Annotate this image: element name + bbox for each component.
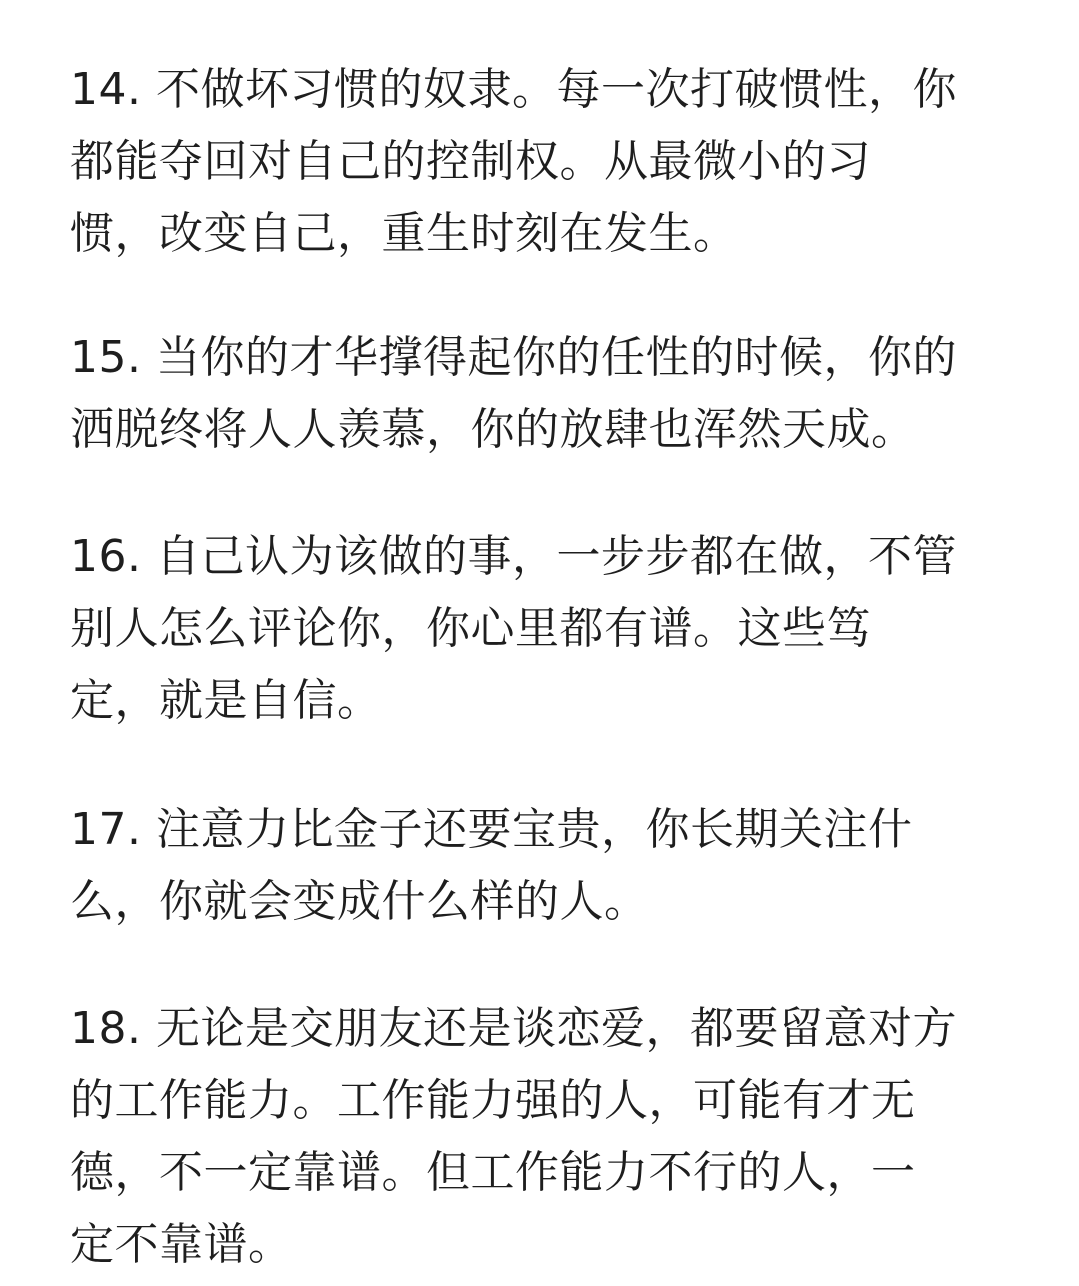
paragraph-line: 德，不一定靠谱。但工作能力不行的人，一: [70, 1147, 916, 1198]
paragraph-line: 18. 无论是交朋友还是谈恋爱，都要留意对方: [70, 1003, 957, 1054]
paragraph-line: 15. 当你的才华撑得起你的任性的时候，你的: [70, 332, 957, 383]
paragraph-line: 别人怎么评论你，你心里都有谱。这些笃: [70, 603, 871, 654]
paragraph-line: 14. 不做坏习惯的奴隶。每一次打破惯性，你: [70, 64, 957, 115]
paragraph-14: [70, 54, 1030, 270]
paragraph-18: [70, 993, 1030, 1281]
paragraph-line: 定，就是自信。: [70, 675, 382, 726]
paragraph-line: 么，你就会变成什么样的人。: [70, 876, 649, 927]
paragraph-15: [70, 322, 1030, 466]
paragraph-16: [70, 521, 1030, 737]
paragraph-line: 定不靠谱。: [70, 1219, 293, 1270]
paragraph-line: 的工作能力。工作能力强的人，可能有才无: [70, 1075, 916, 1126]
paragraph-17: [70, 794, 1030, 938]
paragraph-line: 惯，改变自己，重生时刻在发生。: [70, 208, 738, 259]
paragraph-line: 16. 自己认为该做的事，一步步都在做，不管: [70, 531, 957, 582]
paragraph-line: 洒脱终将人人羡慕，你的放肆也浑然天成。: [70, 404, 916, 455]
paragraph-line: 17. 注意力比金子还要宝贵，你长期关注什: [70, 804, 913, 855]
paragraph-line: 都能夺回对自己的控制权。从最微小的习: [70, 136, 871, 187]
